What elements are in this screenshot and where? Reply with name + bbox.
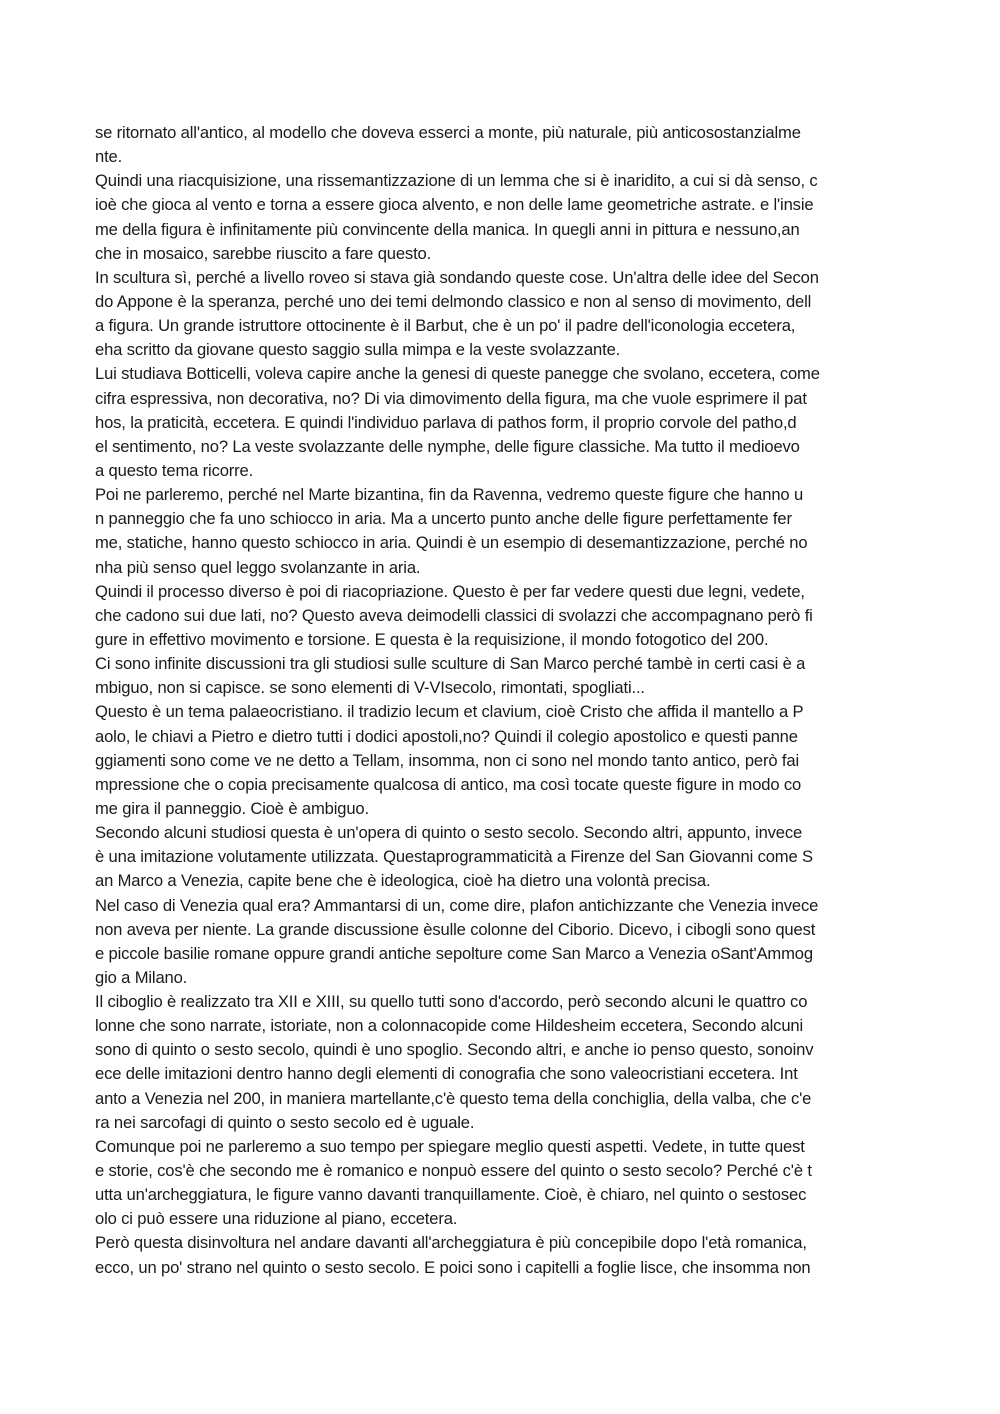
text-line: an Marco a Venezia, capite bene che è ideologica, cioè ha dietro una volontà precisa. [95, 871, 711, 891]
text-line: Comunque poi ne parleremo a suo tempo per spiegare meglio questi aspetti. Vedete, in tutte quest [95, 1136, 805, 1156]
text-line: mpressione che o copia precisamente qualcosa di antico, ma così tocate queste figure in modo co [95, 774, 802, 794]
text-line: ioè che gioca al vento e torna a essere gioca alvento, e non delle lame geometriche astrate. e l'insie [95, 195, 814, 215]
text-line: nha più senso quel leggo svolanzante in aria. [95, 557, 421, 577]
text-line: me, statiche, hanno questo schiocco in aria. Quindi è un esempio di desemantizzazione, perché no [95, 533, 808, 553]
document-body [95, 121, 907, 1280]
text-line: lonne che sono narrate, istoriate, non a colonnacopide come Hildesheim eccetera, Secondo alcuni [95, 1016, 804, 1036]
text-line: che in mosaico, sarebbe riuscito a fare questo. [95, 243, 432, 263]
text-line: Questo è un tema palaeocristiano. il tradizio lecum et clavium, cioè Cristo che affida il mantello a P [95, 702, 804, 722]
text-line: Il ciboglio è realizzato tra XII e XIII, su quello tutti sono d'accordo, però secondo alcuni le quattro co [95, 992, 808, 1012]
text-line: Poi ne parleremo, perché nel Marte bizantina, fin da Ravenna, vedremo queste figure che hanno u [95, 485, 804, 505]
text-line: anto a Venezia nel 200, in maniera martellante,c'è questo tema della conchiglia, della valba, che c'e [95, 1088, 812, 1108]
text-line: ece delle imitazioni dentro hanno degli elementi di conografia che sono valeocristiani eccetera. Int [95, 1064, 798, 1084]
text-line: a questo tema ricorre. [95, 460, 254, 480]
text-line: gio a Milano. [95, 967, 188, 987]
text-line: In scultura sì, perché a livello roveo si stava già sondando queste cose. Un'altra delle idee del Secon [95, 267, 819, 287]
text-line: n panneggio che fa uno schiocco in aria. Ma a uncerto punto anche delle figure perfettamente fer [95, 509, 792, 529]
text-line: Però questa disinvoltura nel andare davanti all'archeggiatura è più concepibile dopo l'età romanica, [95, 1233, 807, 1253]
text-line: do Appone è la speranza, perché uno dei temi delmondo classico e non al senso di movimento, dell [95, 291, 812, 311]
text-line: ggiamenti sono come ve ne detto a Tellam, insomma, non ci sono nel mondo tanto antico, però fai [95, 750, 800, 770]
text-line: ecco, un po' strano nel quinto o sesto secolo. E poici sono i capitelli a foglie lisce, che insomma non [95, 1257, 811, 1277]
text-line: a figura. Un grande istruttore ottocinente è il Barbut, che è un po' il padre dell'iconologia eccetera, [95, 316, 796, 336]
text-line: che cadono sui due lati, no? Questo aveva deimodelli classici di svolazzi che accompagnano però fi [95, 605, 813, 625]
text-line: è una imitazione volutamente utilizzata. Questaprogrammaticità a Firenze del San Giovanni come S [95, 847, 813, 867]
text-line: se ritornato all'antico, al modello che doveva esserci a monte, più naturale, più anticosostanzialme [95, 123, 801, 142]
text-line: hos, la praticità, eccetera. E quindi l'individuo parlava di pathos form, il proprio corvole del patho,d [95, 412, 797, 432]
text-line: non aveva per niente. La grande discussione èsulle colonne del Ciborio. Dicevo, i cibogli sono quest [95, 919, 816, 939]
text-line: Quindi una riacquisizione, una rissemantizzazione di un lemma che si è inaridito, a cui si dà senso, c [95, 171, 818, 191]
text-line: Ci sono infinite discussioni tra gli studiosi sulle sculture di San Marco perché tambè in certi casi è a [95, 654, 806, 674]
text-line: olo ci può essere una riduzione al piano, eccetera. [95, 1209, 458, 1229]
text-line: e piccole basilie romane oppure grandi antiche sepolture come San Marco a Venezia oSant'Ammog [95, 943, 813, 963]
text-line: gure in effettivo movimento e torsione. E questa è la requisizione, il mondo fotogotico del 200. [95, 629, 769, 649]
text-line: aolo, le chiavi a Pietro e dietro tutti i dodici apostoli,no? Quindi il colegio apostolico e questi panne [95, 726, 798, 746]
text-line: Secondo alcuni studiosi questa è un'opera di quinto o sesto secolo. Secondo altri, appunto, invece [95, 823, 803, 843]
text-line: cifra espressiva, non decorativa, no? Di via dimovimento della figura, ma che vuole esprimere il pat [95, 388, 807, 408]
text-line: ra nei sarcofagi di quinto o sesto secolo ed è uguale. [95, 1112, 475, 1132]
text-line: Nel caso di Venezia qual era? Ammantarsi di un, come dire, plafon antichizzante che Venezia invece [95, 895, 819, 915]
text-line: Quindi il processo diverso è poi di riacopriazione. Questo è per far vedere questi due legni, vedete, [95, 581, 805, 601]
text-line: Lui studiava Botticelli, voleva capire anche la genesi di queste panegge che svolano, eccetera, come [95, 364, 820, 384]
text-line: el sentimento, no? La veste svolazzante delle nymphe, delle figure classiche. Ma tutto il medioevo [95, 436, 800, 456]
text-line: sono di quinto o sesto secolo, quindi è uno spoglio. Secondo altri, e anche io penso questo, sonoinv [95, 1040, 814, 1060]
text-line: eha scritto da giovane questo saggio sulla mimpa e la veste svolazzante. [95, 340, 621, 360]
text-line: utta un'archeggiatura, le figure vanno davanti tranquillamente. Cioè, è chiaro, nel quinto o sestosec [95, 1185, 807, 1205]
text-line: e storie, cos'è che secondo me è romanico e nonpuò essere del quinto o sesto secolo? Perché c'è t [95, 1161, 812, 1181]
text-line: me gira il panneggio. Cioè è ambiguo. [95, 798, 369, 818]
text-line: me della figura è infinitamente più convincente della manica. In quegli anni in pittura e nessuno,an [95, 219, 800, 239]
text-line: mbiguo, non si capisce. se sono elementi di V-VIsecolo, rimontati, spogliati... [95, 678, 645, 698]
text-line: nte. [95, 147, 123, 167]
